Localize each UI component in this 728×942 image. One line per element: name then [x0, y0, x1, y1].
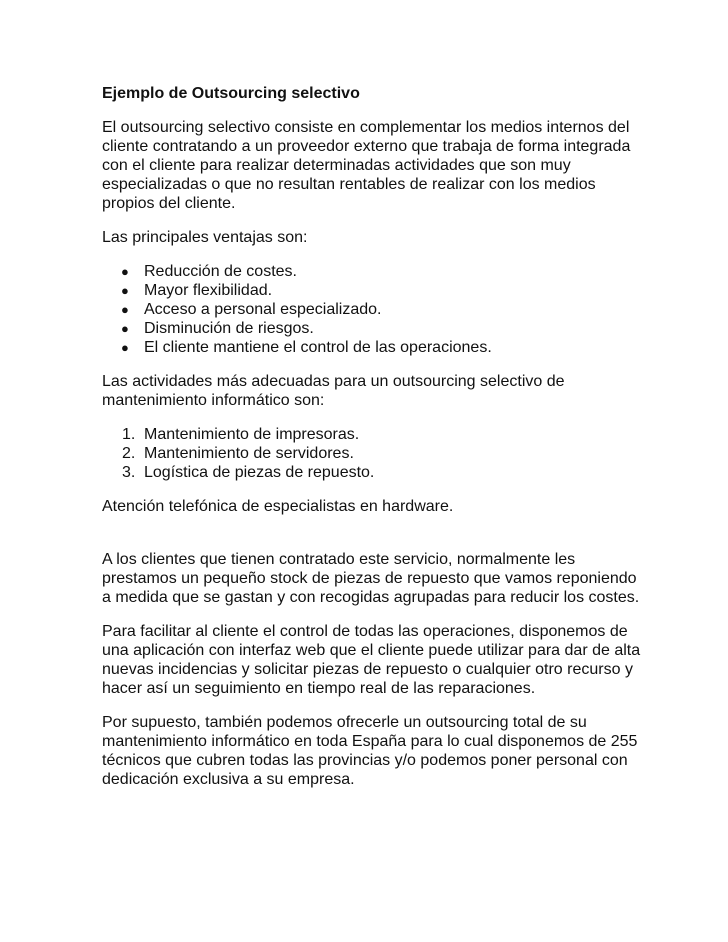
intro-paragraph: El outsourcing selectivo consiste en complementar los medios internos del cliente contratando a un proveedor externo que trabaja de forma integrada con el cliente para realizar determinadas actividades que son muy especializadas o que no resultan rentables de realizar con los medios propios del cliente.: [102, 119, 631, 212]
list-item-text: Mantenimiento de impresoras.: [144, 426, 360, 443]
bullet-icon: ●: [121, 283, 129, 298]
list-item-number: 2.: [122, 445, 136, 462]
list-item: [102, 281, 642, 300]
list-item-text: Reducción de costes.: [144, 263, 297, 280]
list-item-text: Mayor flexibilidad.: [144, 282, 273, 299]
stock-paragraph: A los clientes que tienen contratado este servicio, normalmente les prestamos un pequeño stock de piezas de repuesto que vamos reponiendo a medida que se gastan y con recogidas agrupadas para reducir los costes.: [102, 551, 640, 606]
bullet-icon: ●: [121, 321, 129, 336]
list-item-number: 1.: [122, 426, 136, 443]
list-item-text: Acceso a personal especializado.: [144, 301, 382, 318]
list-item-text: El cliente mantiene el control de las operaciones.: [144, 339, 492, 356]
bullet-icon: ●: [121, 340, 129, 355]
bullet-icon: ●: [121, 302, 129, 317]
webapp-paragraph: Para facilitar al cliente el control de todas las operaciones, disponemos de una aplicación con interfaz web que el cliente puede utilizar para dar de alta nuevas incidencias y solicitar piezas de repuesto o cualquier otro recurso y hacer así un seguimiento en tiempo real de las reparaciones.: [102, 623, 641, 697]
list-item-text: Disminución de riesgos.: [144, 320, 314, 337]
list-item: [102, 262, 642, 281]
total-outsourcing-paragraph: Por supuesto, también podemos ofrecerle un outsourcing total de su mantenimiento informático en toda España para lo cual disponemos de 255 técnicos que cubren todas las provincias y/o podemos poner personal con dedicación exclusiva a su empresa.: [102, 714, 638, 788]
list-item-text: Logística de piezas de repuesto.: [144, 464, 375, 481]
bullet-icon: ●: [121, 264, 129, 279]
document-page: [102, 84, 642, 804]
blank-line: [102, 531, 642, 550]
list-item: [102, 338, 642, 357]
activities-heading: Las actividades más adecuadas para un outsourcing selectivo de mantenimiento informático son:: [102, 373, 565, 409]
activities-list: [102, 425, 642, 482]
list-item: [102, 444, 642, 463]
list-item-text: Mantenimiento de servidores.: [144, 445, 354, 462]
list-item: [102, 463, 642, 482]
list-item-number: 3.: [122, 464, 136, 481]
document-title: Ejemplo de Outsourcing selectivo: [102, 85, 360, 102]
list-item: [102, 300, 642, 319]
list-item: [102, 425, 642, 444]
phone-support-line: Atención telefónica de especialistas en hardware.: [102, 498, 454, 515]
advantages-heading: Las principales ventajas son:: [102, 229, 308, 246]
advantages-list: [102, 262, 642, 357]
list-item: [102, 319, 642, 338]
